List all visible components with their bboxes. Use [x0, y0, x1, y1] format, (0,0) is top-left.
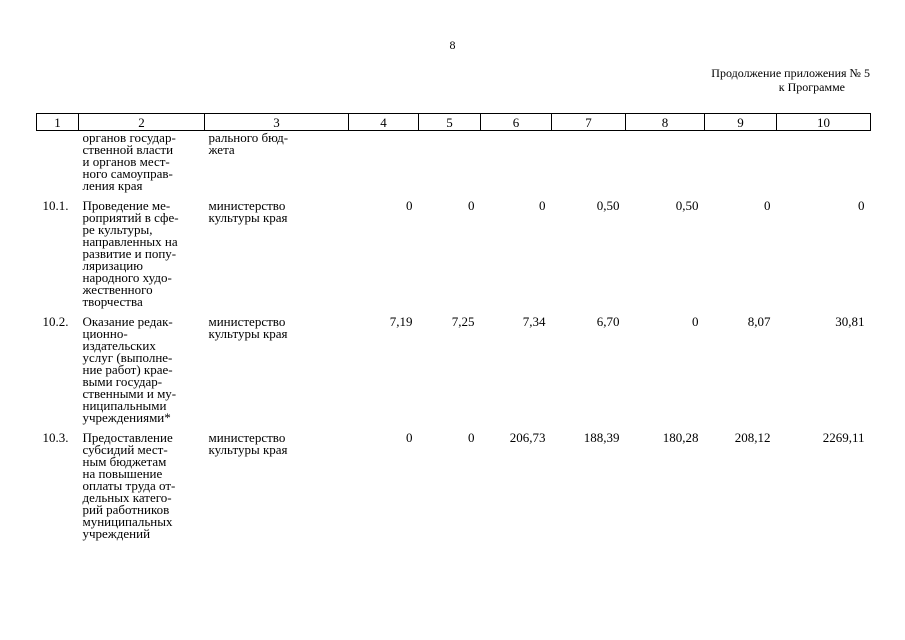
name-line: направленных на: [82, 234, 178, 249]
name-line: Оказание редак-: [82, 314, 173, 329]
header-row: [37, 114, 871, 131]
table-row-10-3: [37, 424, 871, 542]
name-line: учреждений: [82, 526, 151, 541]
row-executor: [205, 424, 349, 542]
cell-col-10: 2269,11: [822, 430, 865, 445]
executor-line: рального бюд-: [208, 130, 289, 145]
header-col-10: 10: [777, 114, 871, 131]
table-row-10-2: [37, 308, 871, 424]
executor-line: министерство: [208, 198, 286, 213]
row-name: [79, 192, 205, 308]
name-line: творчества: [82, 294, 143, 309]
header-col-8: 8: [626, 114, 705, 131]
name-line: ственной власти: [82, 142, 174, 157]
cell-col-9: 8,07: [747, 314, 771, 329]
name-line: и органов мест-: [82, 154, 170, 169]
cell-col-8: 180,28: [662, 430, 699, 445]
cell-col-7: 0,50: [596, 198, 620, 213]
name-line: ре культуры,: [82, 222, 153, 237]
cell-col-8: 0,50: [675, 198, 699, 213]
cell-col-6: 0: [539, 198, 546, 213]
name-line: народного худо-: [82, 270, 172, 285]
name-line: на повышение: [82, 466, 163, 481]
name-line: выми государ-: [82, 374, 163, 389]
name-line: ляризацию: [82, 258, 143, 273]
cell-col-7: 188,39: [583, 430, 620, 445]
executor-line: культуры края: [208, 442, 288, 457]
name-line: развитие и попу-: [82, 246, 177, 261]
executor-line: жета: [208, 142, 235, 157]
name-line: дельных катего-: [82, 490, 172, 505]
cell-col-9: 0: [764, 198, 771, 213]
name-line: ления края: [82, 178, 143, 193]
name-line: ниципальными: [82, 398, 167, 413]
header-col-2: 2: [79, 114, 205, 131]
cell-col-10: 30,81: [835, 314, 865, 329]
name-line: Проведение ме-: [82, 198, 171, 213]
continuation-index: [37, 131, 79, 193]
budget-table: [36, 113, 871, 542]
cell-col-6: 7,34: [522, 314, 546, 329]
name-line: роприятий в сфе-: [82, 210, 179, 225]
cell-col-5: 7,25: [451, 314, 475, 329]
header-col-4: 4: [349, 114, 419, 131]
header-col-1: 1: [37, 114, 79, 131]
executor-line: культуры края: [208, 210, 288, 225]
cell-col-4: 0: [406, 430, 413, 445]
header-col-9: 9: [705, 114, 777, 131]
row-index: 10.1.: [42, 198, 69, 213]
cell-col-9: 208,12: [734, 430, 771, 445]
name-line: оплаты труда от-: [82, 478, 176, 493]
appendix-line-1: Продолжение приложения № 5: [711, 66, 870, 80]
appendix-line-2: к Программе: [778, 80, 845, 94]
executor-line: министерство: [208, 314, 286, 329]
name-line: муниципальных: [82, 514, 173, 529]
cell-col-5: 0: [468, 430, 475, 445]
header-col-7: 7: [552, 114, 626, 131]
cell-col-4: 7,19: [389, 314, 413, 329]
name-line: ственными и му-: [82, 386, 177, 401]
header-col-5: 5: [419, 114, 481, 131]
name-line: ние работ) крае-: [82, 362, 173, 377]
name-line: жественного: [82, 282, 153, 297]
row-name: [79, 424, 205, 542]
row-executor: [205, 308, 349, 424]
name-line: ным бюджетам: [82, 454, 167, 469]
header-col-6: 6: [481, 114, 552, 131]
continuation-executor: [205, 131, 349, 193]
appendix-caption: [711, 66, 870, 94]
name-line: издательских: [82, 338, 156, 353]
executor-line: министерство: [208, 430, 286, 445]
cell-col-4: 0: [406, 198, 413, 213]
cell-col-7: 6,70: [596, 314, 620, 329]
name-line: органов государ-: [82, 130, 176, 145]
name-line: услуг (выполне-: [82, 350, 173, 365]
name-line: учреждениями*: [82, 410, 171, 425]
cell-col-5: 0: [468, 198, 475, 213]
executor-line: культуры края: [208, 326, 288, 341]
cell-col-10: 0: [858, 198, 865, 213]
row-index: 10.3.: [42, 430, 69, 445]
cell-col-6: 206,73: [509, 430, 546, 445]
name-line: ционно-: [82, 326, 128, 341]
row-name: [79, 308, 205, 424]
page-number: 8: [449, 38, 456, 52]
table-row-10-1: [37, 192, 871, 308]
name-line: субсидий мест-: [82, 442, 168, 457]
name-line: ного самоуправ-: [82, 166, 173, 181]
continuation-row: [37, 131, 871, 193]
cell-col-8: 0: [692, 314, 699, 329]
name-line: Предоставление: [82, 430, 173, 445]
row-index: 10.2.: [42, 314, 69, 329]
header-col-3: 3: [205, 114, 349, 131]
row-executor: [205, 192, 349, 308]
name-line: рий работников: [82, 502, 170, 517]
continuation-name: [79, 131, 205, 193]
